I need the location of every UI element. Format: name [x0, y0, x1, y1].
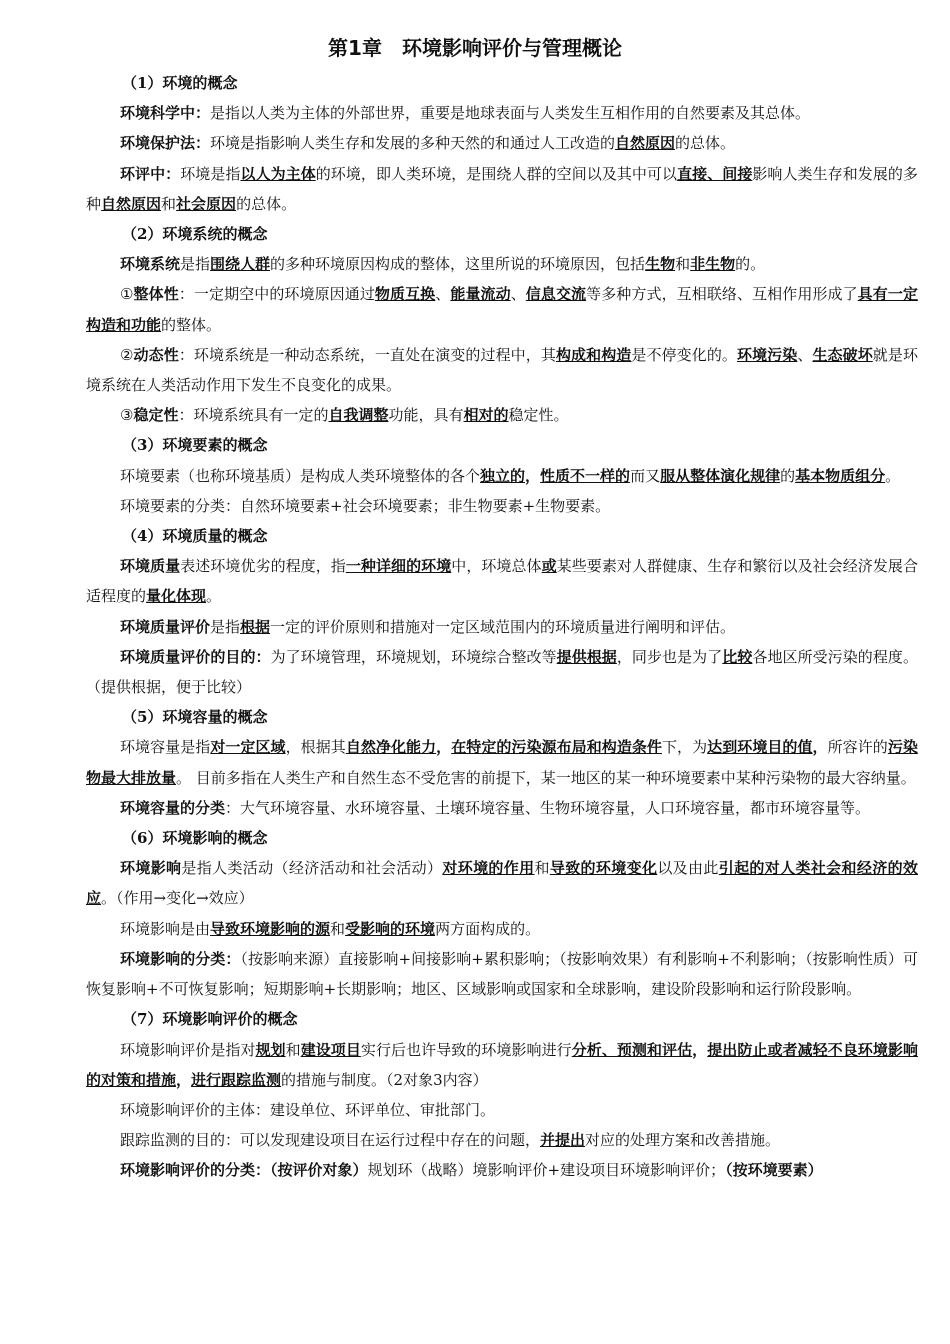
bold-text: （4）环境质量的概念 — [122, 527, 268, 546]
underlined-term: 根据 — [240, 617, 271, 636]
text-run: 环境要素（也称环境基质）是构成人类环境整体的各个 — [120, 466, 481, 485]
underlined-term: 导致环境影响的源 — [210, 919, 331, 938]
section-heading — [86, 521, 918, 551]
section-heading — [86, 219, 918, 249]
bold-text: 环境质量 — [120, 557, 181, 576]
paragraph — [86, 461, 918, 491]
paragraph — [86, 1095, 918, 1125]
section-heading — [86, 702, 918, 732]
section-heading — [86, 1004, 918, 1034]
bold-text: （6）环境影响的概念 — [122, 829, 268, 848]
bold-text: （5）环境容量的概念 — [122, 708, 268, 727]
bold-text: 整体性 — [133, 285, 179, 304]
bold-text: ， — [176, 1070, 192, 1089]
underlined-term: 独立的 — [480, 466, 526, 485]
text-run: 是指人类活动（经济活动和社会活动） — [181, 859, 443, 878]
underlined-term: 一种详细的环境 — [345, 557, 452, 576]
text-run: 规划环（战略）境影响评价+建设项目环境影响评价； — [367, 1161, 726, 1180]
paragraph — [86, 1125, 918, 1155]
text-run: 。 目前多指在人类生产和自然生态不受危害的前提下，某一地区的某一种环境要素中某种污染物的最大容纳量。 — [176, 768, 916, 787]
underlined-term: 信息交流 — [525, 285, 587, 304]
underlined-term: 污染物最大排放量 — [86, 738, 918, 787]
text-run: 的环境，即人类环境，是围绕人群的空间以及其中可以 — [315, 164, 678, 183]
bold-text: 环境质量评价 — [120, 617, 211, 636]
text-run: 环境影响是由 — [120, 919, 211, 938]
text-run: 的多种环境原因构成的整体，这里所说的环境原因，包括 — [270, 255, 646, 274]
paragraph — [86, 793, 918, 823]
underlined-term: 并提出 — [540, 1131, 586, 1150]
paragraph — [86, 853, 918, 913]
text-run: 环境影响评价的主体：建设单位、环评单位、审批部门。 — [120, 1100, 496, 1119]
text-run: 而又 — [630, 466, 661, 485]
underlined-term: 基本物质组分 — [795, 466, 886, 485]
bold-text: 环境保护法： — [120, 134, 211, 153]
text-run: （按影响来源）直接影响+间接影响+累积影响；（按影响效果）有利影响+不利影响；（按影响性质）可恢复影响+不可恢复影响；短期影响+长期影响；地区、区域影响或国家和全球影响，建设阶段影响和运行阶段影响。 — [86, 949, 918, 999]
bold-text: ， — [812, 738, 828, 757]
text-run: 环境影响评价是指对 — [120, 1040, 256, 1059]
paragraph — [86, 551, 918, 611]
text-run: 、 — [435, 285, 451, 304]
paragraph — [86, 1035, 918, 1095]
underlined-term: 自然原因 — [615, 134, 676, 153]
underlined-term: 在特定的污染源布局和构造条件 — [451, 738, 662, 757]
bold-text: （按环境要素） — [725, 1161, 823, 1180]
underlined-term: 引起的对人类社会和经济的效应 — [86, 859, 918, 908]
text-run: 。（作用→变化→效应） — [101, 889, 254, 908]
text-run: 和 — [675, 255, 691, 274]
text-run: ① — [120, 285, 134, 304]
text-run: 的措施与制度。（2对象3内容） — [281, 1070, 488, 1089]
bold-text: ， — [692, 1040, 708, 1059]
bold-text: 环境科学中： — [120, 104, 211, 123]
underlined-term: 对一定区域 — [210, 738, 286, 757]
text-run: ：环境系统是一种动态系统，一直处在演变的过程中，其 — [178, 345, 556, 364]
underlined-term: 自然原因 — [101, 194, 162, 213]
paragraph — [86, 159, 918, 219]
underlined-term: 生态破坏 — [812, 345, 873, 364]
underlined-term: 自我调整 — [328, 406, 389, 425]
text-run: 是指以人类为主体的外部世界，重要是地球表面与人类发生互相作用的自然要素及其总体。 — [210, 104, 811, 123]
document-body — [86, 68, 918, 1186]
text-run: 下，为 — [661, 738, 708, 757]
paragraph — [86, 612, 918, 642]
section-heading — [86, 823, 918, 853]
underlined-term: 进行跟踪监测 — [191, 1070, 282, 1089]
underlined-term: 具有一定构造和功能 — [86, 285, 918, 334]
bold-text: 环境影响评价的分类： — [120, 1161, 271, 1180]
underlined-term: 受影响的环境 — [345, 919, 436, 938]
text-run: 和 — [161, 194, 177, 213]
text-run: 影响人类生存和发展的多种 — [86, 164, 918, 213]
text-run: 环境容量是指 — [120, 738, 211, 757]
paragraph — [86, 1155, 918, 1185]
text-run: ② — [120, 345, 134, 364]
text-run: 是指 — [180, 255, 211, 274]
underlined-term: 非生物 — [690, 255, 736, 274]
bold-text: （7）环境影响评价的概念 — [122, 1010, 298, 1029]
text-run: 的总体。 — [236, 194, 297, 213]
bold-text: 环境影响的分类： — [120, 949, 241, 968]
text-run: 的总体。 — [675, 134, 736, 153]
text-run: 。 — [885, 466, 901, 485]
underlined-term: 性质不一样的 — [540, 466, 631, 485]
text-run: ：环境系统具有一定的 — [178, 406, 329, 425]
section-heading — [86, 430, 918, 460]
underlined-term: 能量流动 — [450, 285, 511, 304]
text-run: 环境是指影响人类生存和发展的多种天然的和通过人工改造的 — [210, 134, 616, 153]
text-run: 各地区所受污染的程度。（提供根据，便于比较） — [86, 647, 918, 697]
paragraph — [86, 340, 918, 400]
text-run: 就是环境系统在人类活动作用下发生不良变化的成果。 — [86, 345, 918, 395]
bold-text: 环境影响 — [120, 859, 182, 878]
paragraph — [86, 914, 918, 944]
paragraph — [86, 732, 918, 792]
underlined-term: 建设项目 — [300, 1040, 361, 1059]
bold-text: 稳定性 — [133, 406, 179, 425]
text-run: 实行后也许导致的环境影响进行 — [360, 1040, 572, 1059]
underlined-term: 分析、预测和评估 — [571, 1040, 693, 1059]
bold-text: ， — [525, 466, 541, 485]
underlined-term: 环境污染 — [737, 345, 798, 364]
text-run: 跟踪监测的目的：可以发现建设项目在运行过程中存在的问题， — [120, 1131, 541, 1150]
text-run: 稳定性。 — [508, 406, 569, 425]
underlined-term: 相对的 — [463, 406, 509, 425]
underlined-term: 直接、间接 — [677, 164, 753, 183]
bold-text: （1）环境的概念 — [122, 74, 238, 92]
text-run: 的 — [780, 466, 796, 485]
bold-text: （2）环境系统的概念 — [122, 225, 268, 244]
bold-text: 动态性 — [133, 345, 179, 364]
text-run: ：一定期空中的环境原因通过 — [178, 285, 375, 304]
text-run: 环境要素的分类：自然环境要素+社会环境要素；非生物要素+生物要素。 — [120, 496, 611, 515]
underlined-term: 自然净化能力 — [345, 738, 437, 757]
bold-text: 环境质量评价的目的： — [120, 647, 271, 666]
paragraph — [86, 279, 918, 339]
text-run: 一定的评价原则和措施对一定区域范围内的环境质量进行阐明和评估。 — [270, 617, 736, 636]
underlined-term: 规划 — [255, 1040, 286, 1059]
text-run: 和 — [285, 1040, 301, 1059]
text-run: 等多种方式，互相联络、互相作用形成了 — [586, 285, 858, 304]
text-run: 中，环境总体 — [451, 557, 542, 576]
bold-text: 环评中： — [120, 164, 181, 183]
text-run: 是指 — [210, 617, 241, 636]
underlined-term: 物质互换 — [374, 285, 436, 304]
underlined-term: 达到环境目的值 — [707, 738, 813, 757]
underlined-term: 对环境的作用 — [442, 859, 535, 878]
text-run: 的整体。 — [161, 315, 222, 334]
text-run: 。 — [206, 587, 222, 606]
underlined-term: 提出防止或者减轻不良环境影响的对策和措施 — [86, 1040, 918, 1089]
text-run: 的。 — [735, 255, 766, 274]
text-run: ，根据其 — [285, 738, 346, 757]
paragraph — [86, 642, 918, 702]
paragraph — [86, 249, 918, 279]
paragraph — [86, 944, 918, 1004]
text-run: 以及由此 — [657, 859, 719, 878]
text-run: ：大气环境容量、水环境容量、土壤环境容量、生物环境容量，人口环境容量，都市环境容量等。 — [225, 798, 871, 817]
text-run: 表述环境优劣的程度，指 — [180, 557, 346, 576]
text-run: ，同步也是为了 — [616, 647, 723, 666]
underlined-term: 围绕人群 — [210, 255, 271, 274]
bold-text: ， — [436, 738, 452, 757]
text-run: ③ — [120, 406, 134, 425]
bold-text: 环境系统 — [120, 255, 181, 274]
underlined-term: 社会原因 — [176, 194, 237, 213]
underlined-term: 导致的环境变化 — [549, 859, 658, 878]
underlined-term: 构成和构造 — [555, 345, 632, 364]
text-run: 、 — [510, 285, 526, 304]
underlined-term: 服从整体演化规律 — [660, 466, 781, 485]
text-run: 环境是指 — [180, 164, 241, 183]
bold-text: （3）环境要素的概念 — [122, 436, 268, 455]
underlined-term: 以人为主体 — [240, 164, 316, 183]
underlined-term: 或 — [541, 557, 557, 576]
text-run: 和 — [534, 859, 550, 878]
underlined-term: 量化体现 — [146, 587, 207, 606]
text-run: 为了环境管理，环境规划，环境综合整改等 — [270, 647, 557, 666]
text-run: 是不停变化的。 — [631, 345, 737, 364]
paragraph — [86, 400, 918, 430]
paragraph — [86, 128, 918, 158]
section-heading — [86, 68, 918, 98]
text-run: 所容许的 — [827, 738, 888, 757]
text-run: 、 — [797, 345, 813, 364]
underlined-term: 提供根据 — [556, 647, 617, 666]
text-run: 对应的处理方案和改善措施。 — [585, 1131, 781, 1150]
underlined-term: 生物 — [645, 255, 676, 274]
text-run: 功能，具有 — [388, 406, 464, 425]
underlined-term: 比较 — [722, 647, 753, 666]
page-title: 第1章 环境影响评价与管理概论 — [328, 36, 622, 60]
paragraph — [86, 491, 918, 521]
bold-text: （按评价对象） — [270, 1161, 368, 1180]
bold-text: 环境容量的分类 — [120, 798, 226, 817]
text-run: 和 — [330, 919, 346, 938]
paragraph — [86, 98, 918, 128]
text-run: 两方面构成的。 — [435, 919, 541, 938]
text-run: 某些要素对人群健康、生存和繁衍以及社会经济发展合适程度的 — [86, 557, 918, 606]
